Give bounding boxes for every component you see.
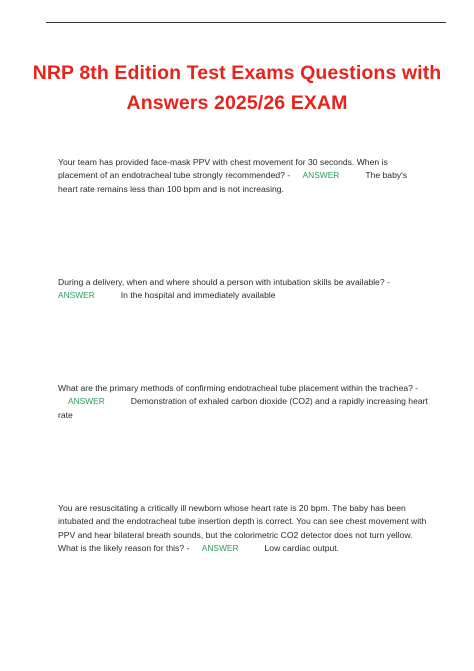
answer-text: Demonstration of exhaled carbon dioxide (CO2) and a rapidly increasing heart rate <box>58 396 428 420</box>
answer-label: ANSWER <box>68 396 105 407</box>
question-text: Your team has provided face-mask PPV with chest movement for 30 seconds. When is placement of an endotracheal tube strongly recommended? - <box>58 157 388 181</box>
page-title: NRP 8th Edition Test Exams Questions with Answers 2025/26 EXAM <box>32 62 442 114</box>
qa-item-2 <box>58 276 428 303</box>
answer-label: ANSWER <box>302 170 340 181</box>
answer-label: ANSWER <box>58 290 95 301</box>
question-text: You are resuscitating a critically ill newborn whose heart rate is 20 bpm. The baby has been intubated and the endotracheal tube insertion depth is correct. You can see chest movement with PPV and hear bilateral breath sounds, but the colorimetric CO2 detector does not turn yellow. What is the likely reason for this? - <box>58 503 427 554</box>
question-text: What are the primary methods of confirming endotracheal tube placement within the trachea? - <box>58 383 419 393</box>
answer-text: The baby's heart rate remains less than 100 bpm and is not increasing. <box>58 170 408 194</box>
question-text: During a delivery, when and where should a person with intubation skills be available? - <box>58 277 390 287</box>
qa-item-1 <box>58 156 428 196</box>
qa-item-4 <box>58 502 428 556</box>
answer-label: ANSWER <box>201 543 239 554</box>
qa-item-3 <box>58 382 428 422</box>
answer-text: Low cardiac output. <box>264 543 340 554</box>
top-rule <box>46 22 446 23</box>
answer-text: In the hospital and immediately available <box>120 290 276 301</box>
